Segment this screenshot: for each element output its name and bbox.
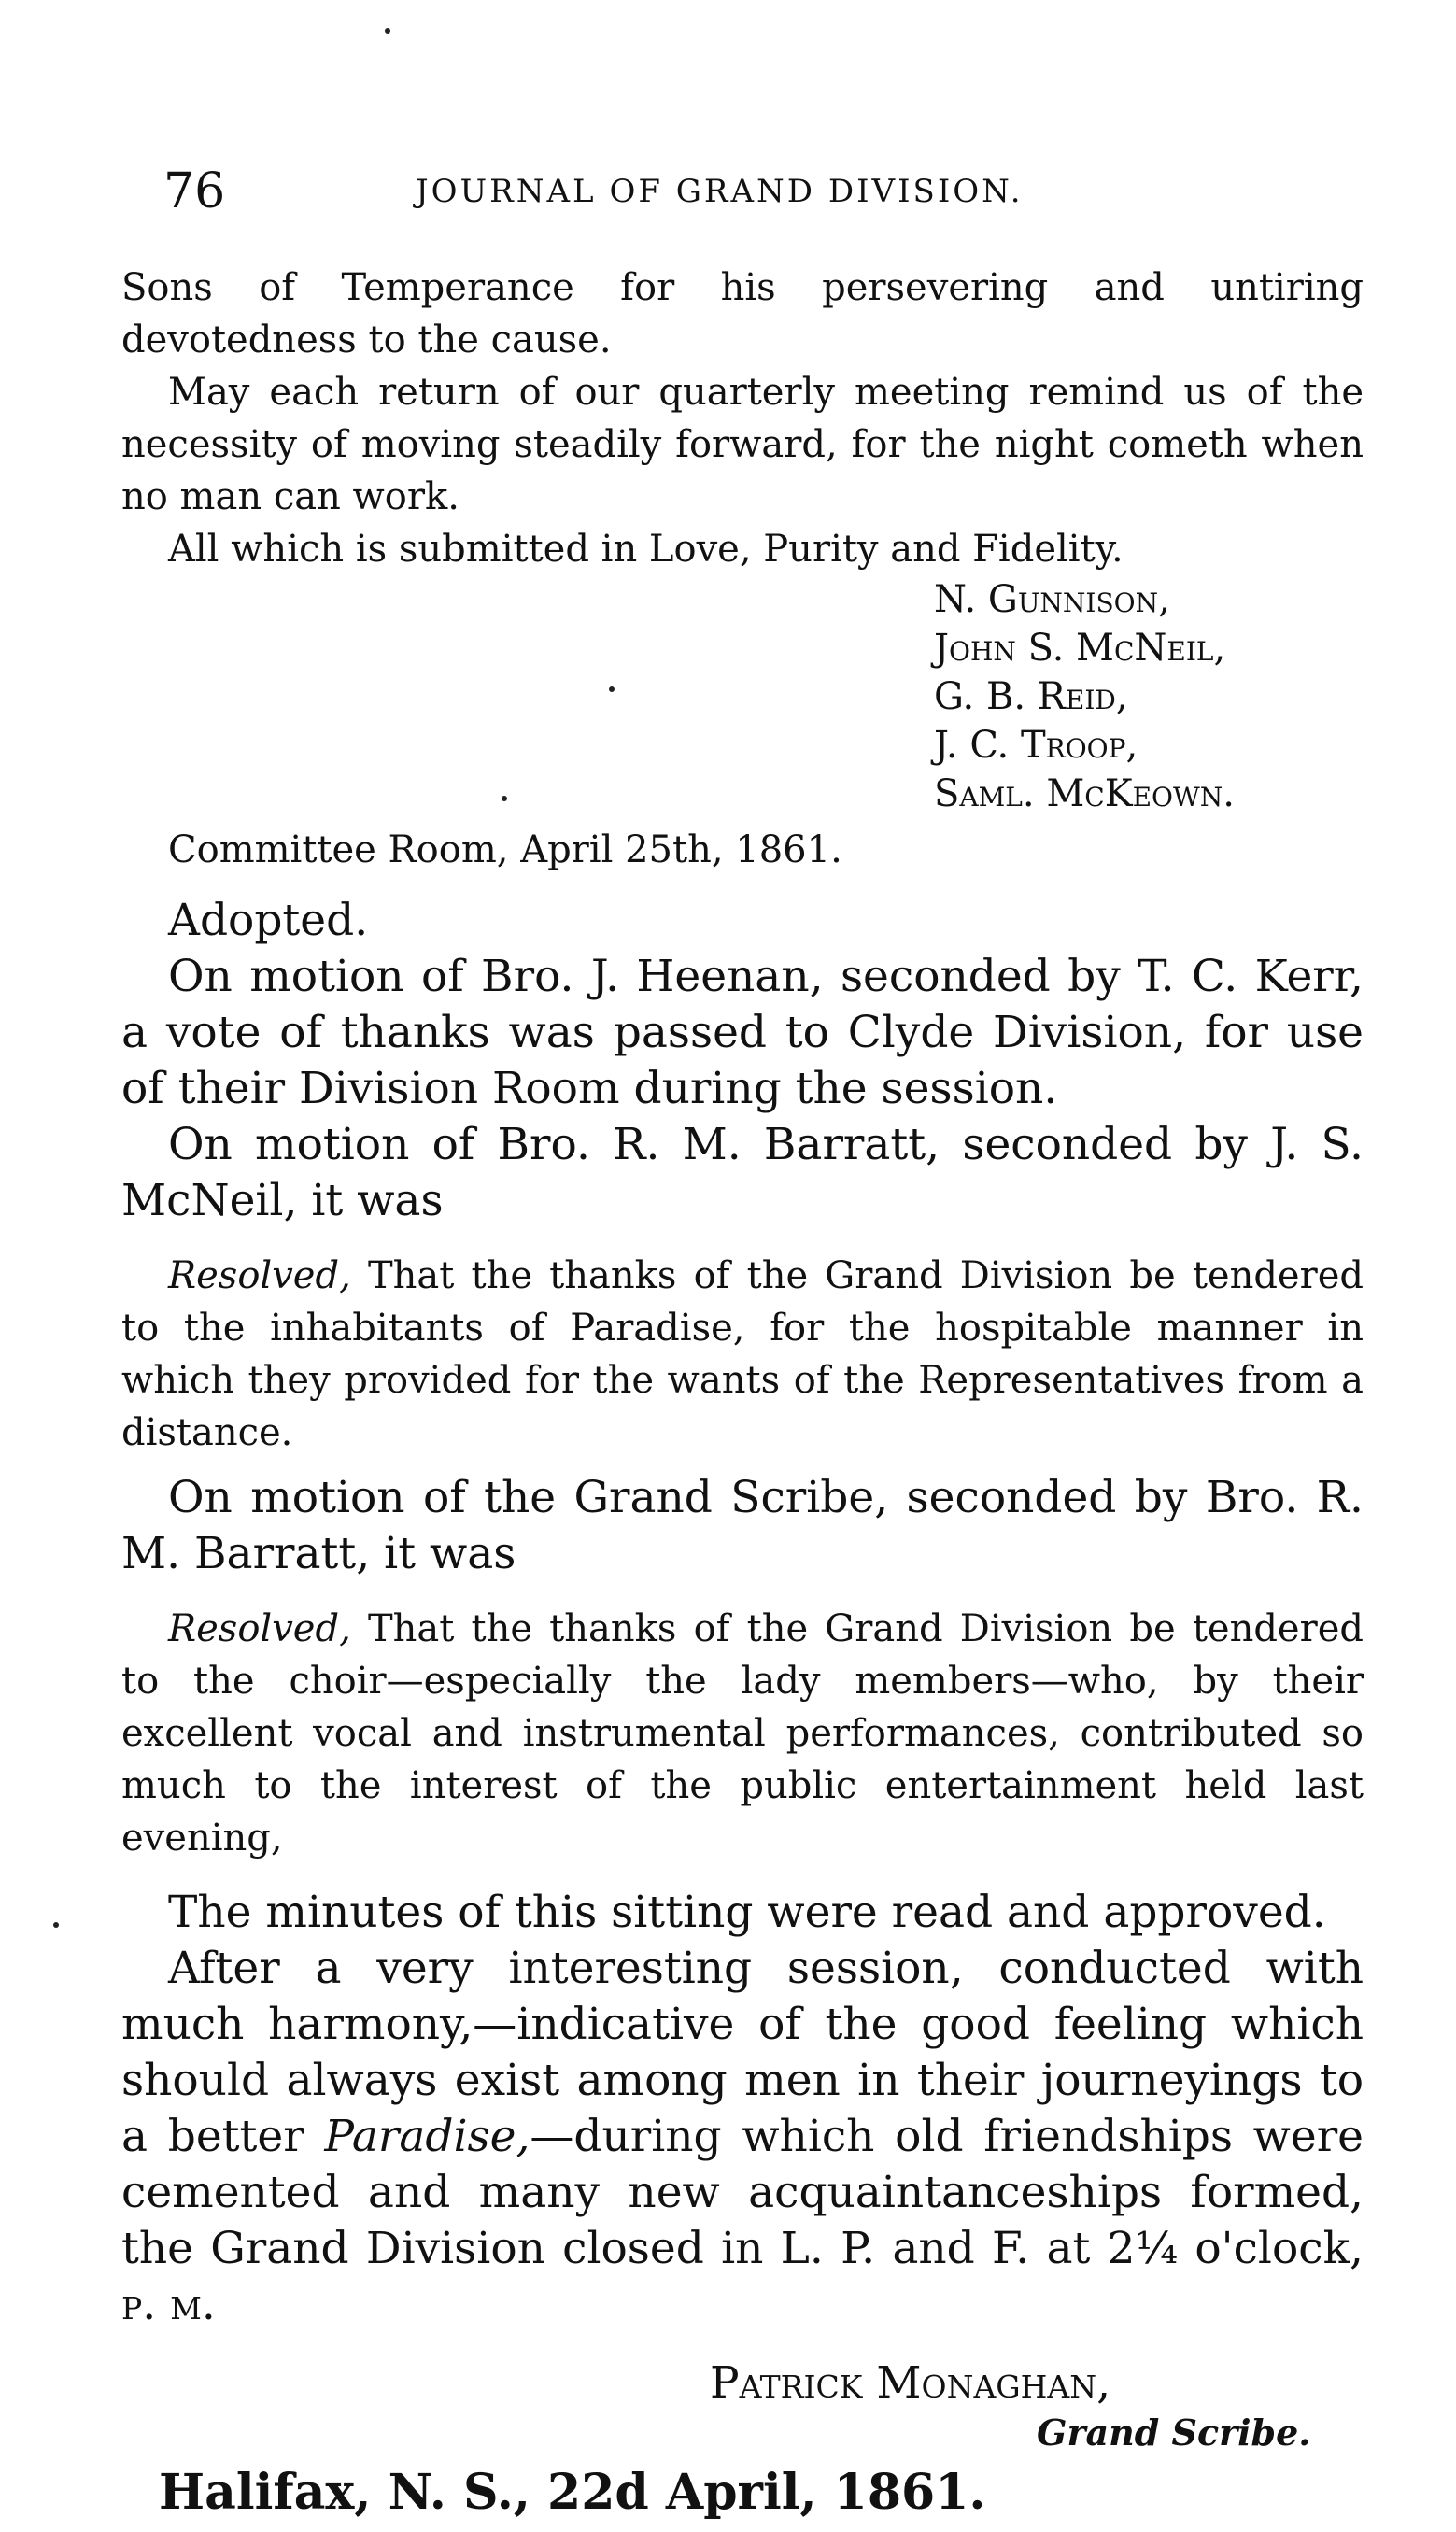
closing-text: —during which old friendships were cemented and many new acquaintanceships formed, the Grand Division closed in L. P. and F. at 2¼ o'clock, (121, 2111, 1364, 2274)
resolved-label: Resolved, (168, 1254, 351, 1297)
motion-paragraph: On motion of the Grand Scribe, seconded by Bro. R. M. Barratt, it was (121, 1472, 1364, 1579)
resolved-label: Resolved, (168, 1607, 351, 1650)
closing-text: After a very interesting session, conducted with much harmony,—indicative of the good feeling which should always exist among men in their journeyings to a better (121, 1943, 1364, 2162)
place-date: Halifax, N. S., 22d April, 1861. (159, 2464, 986, 2521)
report-paragraph: May each return of our quarterly meeting remind us of the necessity of moving steadily forward, for the night cometh when no man can work. (121, 371, 1364, 518)
resolution-text: That the thanks of the Grand Division be tendered to the inhabitants of Paradise, for the hospitable manner in which they provided for the wants of the Representatives from a distance. (121, 1254, 1364, 1454)
signatory-name: J. C. Troop, (934, 724, 1138, 767)
page-body (121, 262, 1364, 2522)
signatory-name: N. Gunnison, (934, 578, 1170, 621)
print-speck (385, 28, 390, 34)
page-number: 76 (163, 163, 226, 219)
signatory-name: John S. McNeil, (934, 627, 1226, 670)
print-speck (53, 1922, 59, 1928)
signatory-name: Saml. McKeown. (934, 772, 1235, 815)
scribe-name: Patrick Monaghan, (710, 2357, 1111, 2409)
resolution-paragraph (121, 1250, 1364, 1459)
closing-paragraph (121, 1941, 1364, 2333)
motion-paragraph: On motion of Bro. J. Heenan, seconded by T. C. Kerr, a vote of thanks was passed to Clyde Division, for use of their Division Room during the session. (121, 951, 1364, 1114)
scribe-title: Grand Scribe. (1037, 2412, 1311, 2454)
minutes-line: The minutes of this sitting were read and approved. (168, 1887, 1326, 1938)
motion-paragraph: On motion of Bro. R. M. Barratt, seconded by J. S. McNeil, it was (121, 1119, 1364, 1226)
adopted-line: Adopted. (168, 895, 369, 946)
resolution-paragraph (121, 1603, 1364, 1864)
running-title: JOURNAL OF GRAND DIVISION. (416, 173, 1024, 210)
committee-room-date: Committee Room, April 25th, 1861. (168, 828, 842, 871)
page-header (163, 163, 1378, 219)
resolution-text: That the thanks of the Grand Division be tendered to the choir—especially the lady members—who, by their excellent vocal and instrumental performances, contributed so much to the interest of the public entertainment held last evening, (121, 1607, 1364, 1860)
report-paragraph: All which is submitted in Love, Purity and Fidelity. (168, 528, 1124, 571)
closing-time: p. m. (121, 2279, 216, 2330)
signatories (934, 575, 1364, 818)
closing-italic: Paradise, (324, 2111, 530, 2162)
signatory-name: G. B. Reid, (934, 675, 1128, 718)
report-paragraph: Sons of Temperance for his persevering and untiring devotedness to the cause. (121, 266, 1364, 361)
